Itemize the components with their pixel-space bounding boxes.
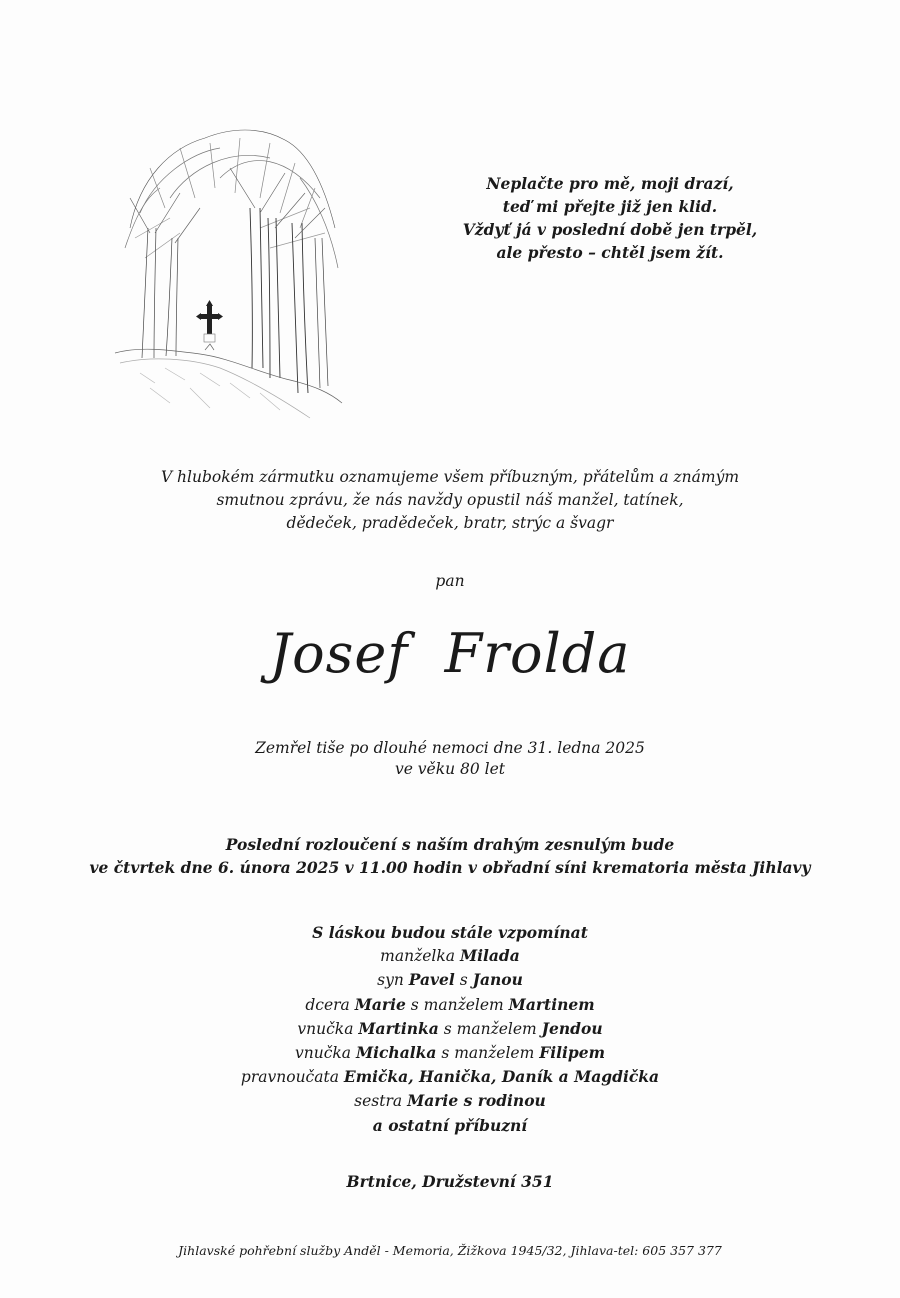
mourner-name: Martinka bbox=[358, 1018, 439, 1038]
mourner-relation: vnučka bbox=[294, 1044, 356, 1063]
poem bbox=[440, 172, 780, 264]
poem-line: teď mi přejte již jen klid. bbox=[502, 197, 718, 216]
mourner-name: Martinem bbox=[508, 994, 595, 1014]
death-line: Zemřel tiše po dlouhé nemoci dne 31. ledna 2025 bbox=[255, 739, 645, 757]
mourner-relation: s manželem bbox=[438, 1019, 542, 1038]
title-word: pan bbox=[435, 572, 465, 590]
funeral-line: ve čtvrtek dne 6. února 2025 v 11.00 hodin v obřadní síni krematoria města Jihlavy bbox=[89, 858, 811, 877]
family-address: Brtnice, Družstevní 351 bbox=[346, 1172, 554, 1191]
funeral-info bbox=[0, 833, 900, 879]
poem-line: Vždyť já v poslední době jen trpěl, bbox=[462, 220, 758, 239]
mourner-name: Milada bbox=[459, 946, 520, 966]
mourner-row bbox=[0, 1017, 900, 1041]
mourner-relation: sestra bbox=[354, 1092, 408, 1111]
death-line: ve věku 80 let bbox=[394, 760, 506, 778]
mourner-row bbox=[0, 944, 900, 968]
mourner-relation: s manželem bbox=[405, 995, 509, 1014]
mourner-name: Marie s rodinou bbox=[407, 1091, 546, 1111]
poem-line: Neplačte pro mě, moji drazí, bbox=[486, 174, 734, 193]
announcement-line: smutnou zprávu, že nás navždy opustil náš manžel, tatínek, bbox=[216, 491, 684, 509]
mourner-relation: dcera bbox=[305, 995, 355, 1014]
mourner-relation: s bbox=[454, 971, 473, 990]
death-info bbox=[0, 738, 900, 780]
announcement-line: V hlubokém zármutku oznamujeme všem příbuzným, přátelům a známým bbox=[160, 468, 740, 486]
funeral-service-footer: Jihlavské pohřební služby Anděl - Memoria, Žižkova 1945/32, Jihlava-tel: 605 357 377 bbox=[178, 1243, 722, 1258]
mourner-relation: manželka bbox=[380, 947, 460, 966]
funeral-line: Poslední rozloučení s naším drahým zesnulým bude bbox=[225, 835, 675, 854]
mourners-heading: S láskou budou stále vzpomínat bbox=[312, 923, 588, 942]
mourner-name: Filipem bbox=[539, 1043, 606, 1063]
mourner-row bbox=[0, 1041, 900, 1065]
mourner-row bbox=[0, 1065, 900, 1089]
mourner-relation: pravnoučata bbox=[240, 1068, 344, 1087]
mourner-name: Pavel bbox=[408, 970, 455, 990]
mourner-row bbox=[0, 1089, 900, 1113]
mourners-closing: a ostatní příbuzní bbox=[372, 1115, 528, 1135]
mourner-name: Emička, Hanička, Daník a Magdička bbox=[343, 1067, 660, 1087]
mourner-name: Marie bbox=[354, 994, 406, 1014]
mourner-relation: vnučka bbox=[297, 1019, 359, 1038]
mourners-list bbox=[0, 921, 900, 1137]
trees-cross-illustration bbox=[110, 118, 345, 436]
mourner-relation: syn bbox=[377, 971, 409, 990]
announcement-text bbox=[0, 466, 900, 535]
mourner-name: Jendou bbox=[541, 1018, 603, 1038]
mourner-name: Janou bbox=[472, 970, 523, 990]
announcement-line: dědeček, pradědeček, bratr, strýc a švagr bbox=[286, 514, 614, 532]
mourner-relation: s manželem bbox=[436, 1044, 540, 1063]
mourner-row bbox=[0, 993, 900, 1017]
mourner-row bbox=[0, 968, 900, 992]
mourner-name: Michalka bbox=[355, 1043, 437, 1063]
deceased-name: Josef Frolda bbox=[269, 622, 631, 685]
poem-line: ale přesto – chtěl jsem žít. bbox=[496, 243, 724, 262]
